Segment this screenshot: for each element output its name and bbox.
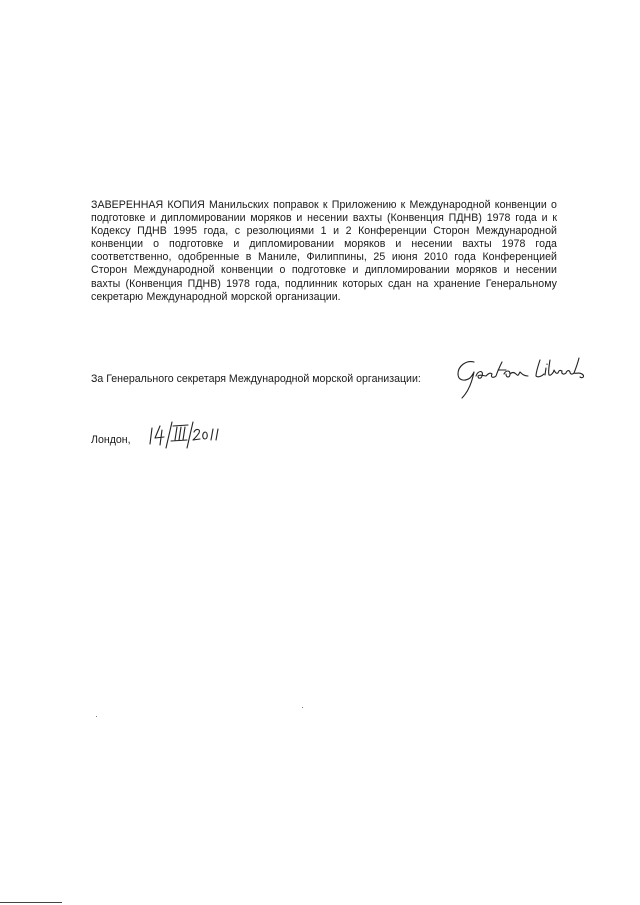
handwritten-date xyxy=(148,418,228,450)
scan-edge-line xyxy=(0,902,62,903)
handwritten-signature xyxy=(452,352,592,402)
signature-label: За Генерального секретаря Международной морской организации: xyxy=(91,373,421,385)
scan-speck xyxy=(96,716,97,717)
certified-copy-paragraph: ЗАВЕРЕННАЯ КОПИЯ Манильских поправок к Приложению к Международной конвенции о подготовке и дипломировании моряков и несении вахты (Конвенция ПДНВ) 1978 года и к Кодексу ПДНВ 1995 года, с резолюциями 1 и 2 Конференции Сторон Международной конвенции о подготовке и дипломировании моряков и несении вахты 1978 года соответственно, одобренные в Маниле, Филиппины, 25 июня 2010 года Конференцией Сторон Международной конвенции о подготовке и дипломировании моряков и несении вахты (Конвенция ПДНВ) 1978 года, подлинник которых сдан на хранение Генеральному секретарю Международной морской организации. xyxy=(91,199,557,303)
scan-speck xyxy=(302,707,303,708)
place-label: Лондон, xyxy=(91,434,131,446)
